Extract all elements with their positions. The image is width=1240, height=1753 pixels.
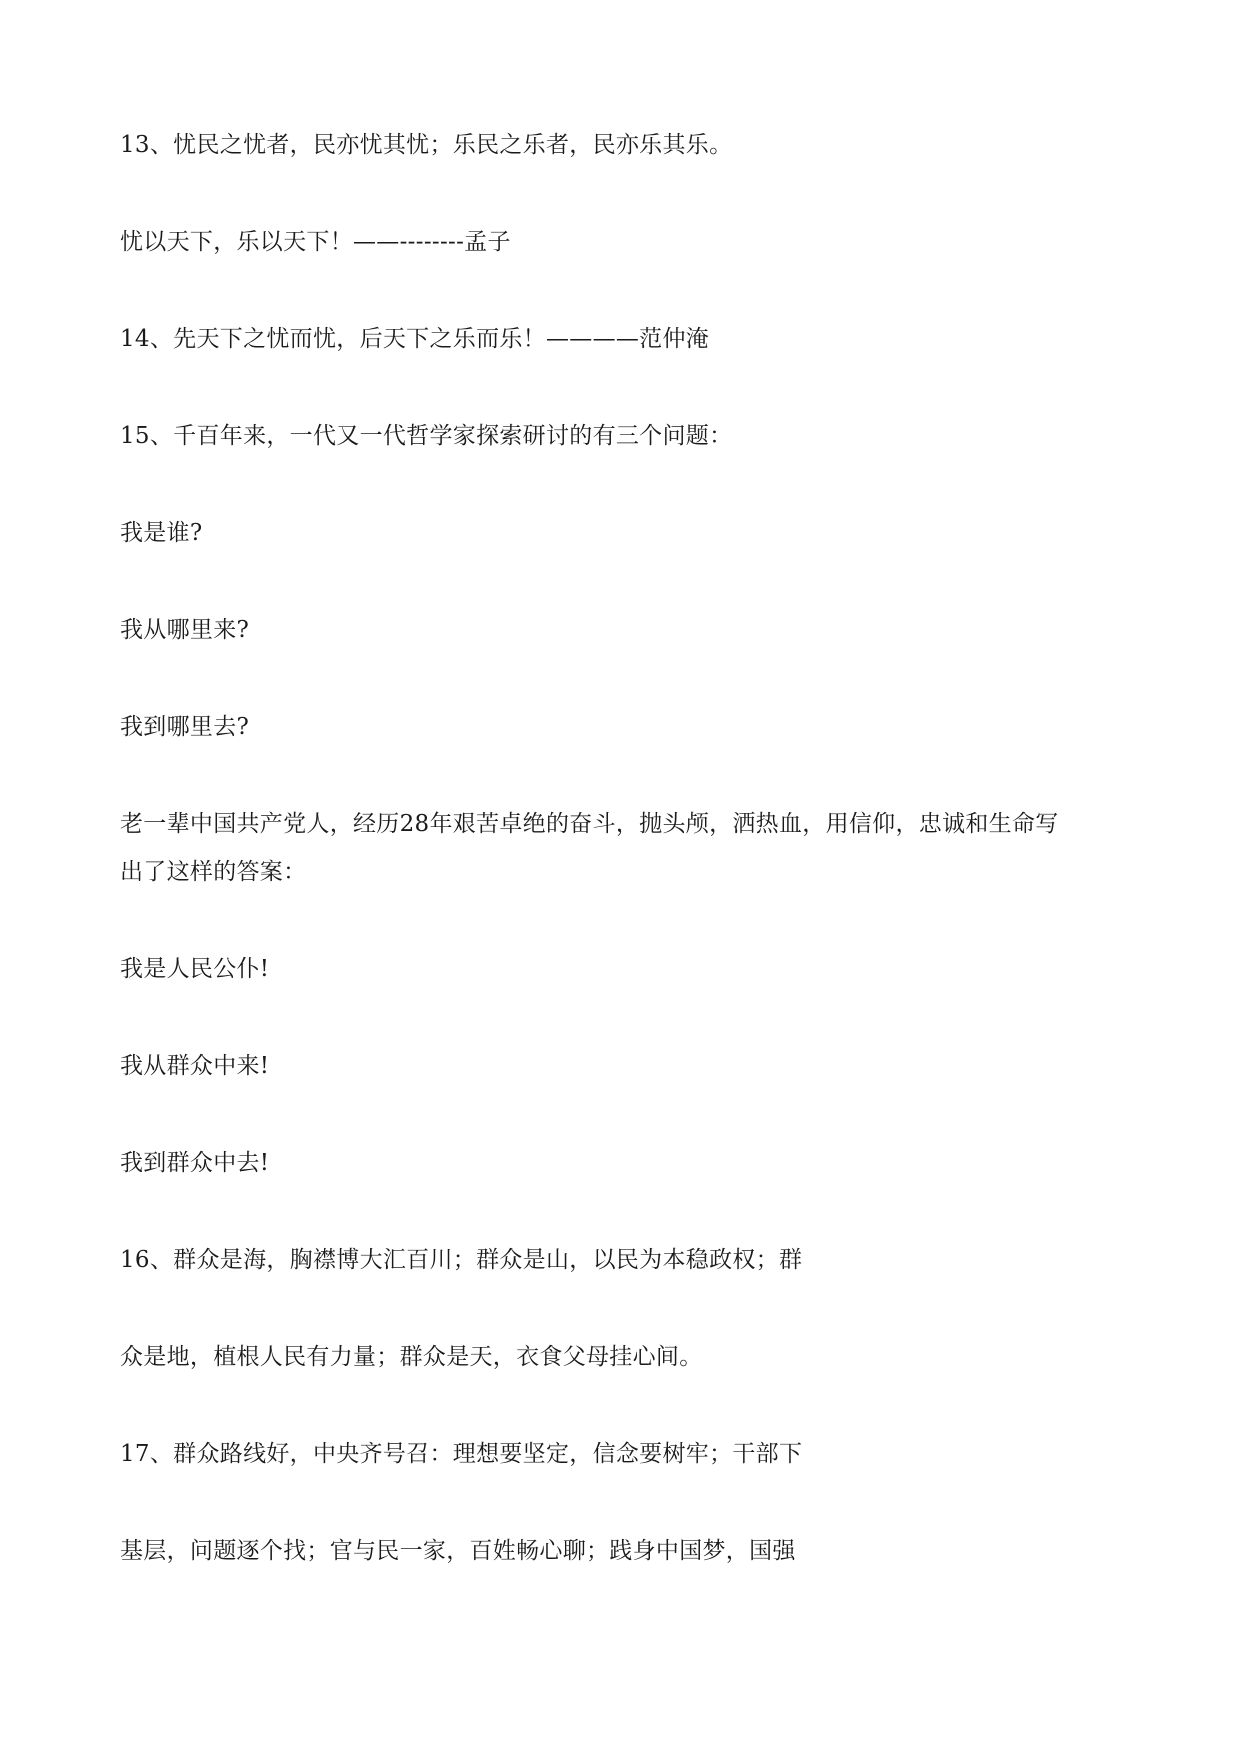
- quote-16-line-1: 16、群众是海，胸襟博大汇百川；群众是山，以民为本稳政权；群: [120, 1247, 803, 1273]
- quote-15-intro: 15、千百年来，一代又一代哲学家探索研讨的有三个问题：: [120, 423, 733, 449]
- quote-13-line-1: 13、忧民之忧者，民亦忧其忧；乐民之乐者，民亦乐其乐。: [120, 132, 733, 158]
- quote-17-line-2: 基层，问题逐个找；官与民一家，百姓畅心聊；践身中国梦，国强: [120, 1538, 796, 1564]
- quote-14: 14、先天下之忧而忧，后天下之乐而乐！————范仲淹: [120, 326, 710, 352]
- question-who: 我是谁?: [120, 520, 203, 546]
- quote-17-line-1: 17、群众路线好，中央齐号召：理想要坚定，信念要树牢；干部下: [120, 1441, 803, 1467]
- question-to-where: 我到哪里去?: [120, 714, 250, 740]
- answer-paragraph-line-2: 出了这样的答案：: [120, 859, 307, 885]
- answer-who: 我是人民公仆!: [120, 956, 270, 982]
- question-from-where: 我从哪里来?: [120, 617, 250, 643]
- answer-paragraph-line-1: 老一辈中国共产党人，经历28年艰苦卓绝的奋斗，抛头颅，洒热血，用信仰，忠诚和生命写: [120, 811, 1059, 837]
- quote-16-line-2: 众是地，植根人民有力量；群众是天，衣食父母挂心间。: [120, 1344, 703, 1370]
- answer-to-where: 我到群众中去!: [120, 1150, 270, 1176]
- answer-from-where: 我从群众中来!: [120, 1053, 270, 1079]
- quote-13-line-2: 忧以天下，乐以天下！——--------孟子: [120, 229, 511, 255]
